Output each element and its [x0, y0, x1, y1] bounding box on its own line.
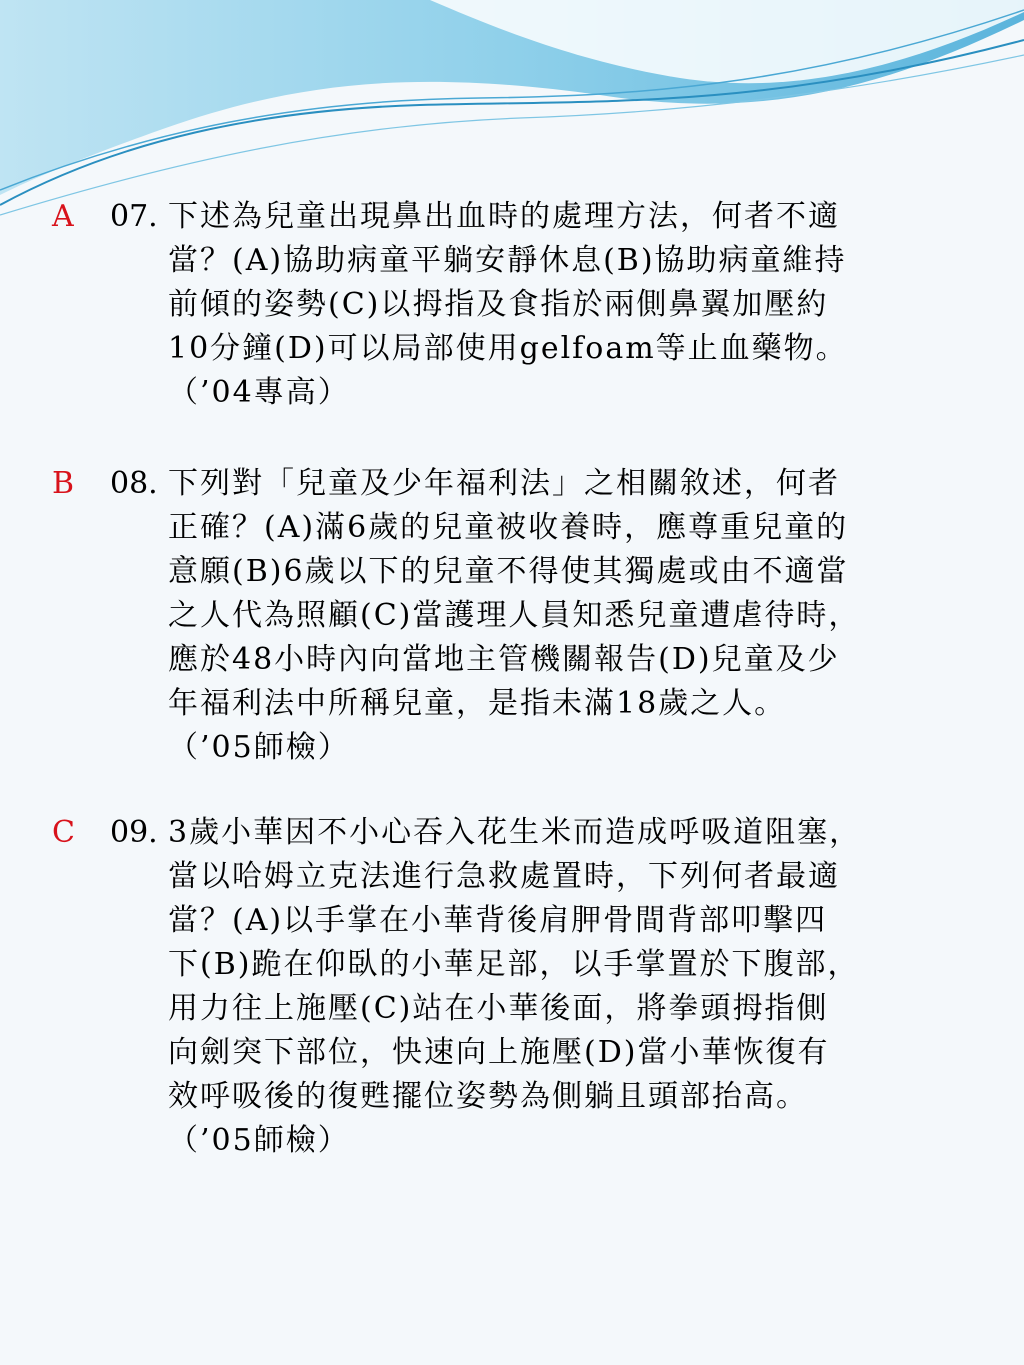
question-line: 年福利法中所稱兒童，是指未滿18歲之人。 [168, 686, 787, 721]
question-line: 之人代為照顧(C)當護理人員知悉兒童遭虐待時， [168, 598, 861, 633]
answer-label: B [52, 466, 75, 501]
question-line: 應於48小時內向當地主管機關報告(D)兒童及少 [168, 642, 840, 677]
header-wave-decoration [0, 0, 1024, 220]
question-line: 當以哈姆立克法進行急救處置時，下列何者最適 [168, 859, 840, 894]
question-line: 向劍突下部位，快速向上施壓(D)當小華恢復有 [168, 1035, 830, 1070]
question-line: 前傾的姿勢(C)以拇指及食指於兩側鼻翼加壓約 [168, 287, 829, 322]
question-line: 當？(A)協助病童平躺安靜休息(B)協助病童維持 [168, 243, 847, 278]
question-line: 當？(A)以手掌在小華背後肩胛骨間背部叩擊四 [168, 903, 828, 938]
question-line: 10分鐘(D)可以局部使用gelfoam等止血藥物。 [168, 331, 848, 366]
question-source: （’04專高） [168, 375, 350, 410]
question-source: （’05師檢） [168, 730, 350, 765]
question-text [168, 811, 988, 1163]
question-line: 正確？(A)滿6歲的兒童被收養時，應尊重兒童的 [168, 510, 849, 545]
question-line: 下(B)跪在仰臥的小華足部，以手掌置於下腹部， [168, 947, 860, 982]
question-text [168, 195, 988, 415]
question-line: 意願(B)6歲以下的兒童不得使其獨處或由不適當 [168, 554, 849, 589]
answer-label: A [52, 199, 74, 234]
question-line: 效呼吸後的復甦擺位姿勢為側躺且頭部抬高。 [168, 1079, 808, 1114]
question-line: 用力往上施壓(C)站在小華後面，將拳頭拇指側 [168, 991, 829, 1026]
question-line: 下述為兒童出現鼻出血時的處理方法，何者不適 [168, 199, 840, 234]
answer-label: C [52, 815, 75, 850]
question-number: 09. [110, 815, 158, 850]
question-text [168, 462, 988, 770]
question-line: 下列對「兒童及少年福利法」之相關敘述，何者 [168, 466, 840, 501]
question-number: 08. [110, 466, 158, 501]
question-number: 07. [110, 199, 158, 234]
question-source: （’05師檢） [168, 1123, 350, 1158]
question-line: 3歲小華因不小心吞入花生米而造成呼吸道阻塞， [168, 815, 862, 850]
